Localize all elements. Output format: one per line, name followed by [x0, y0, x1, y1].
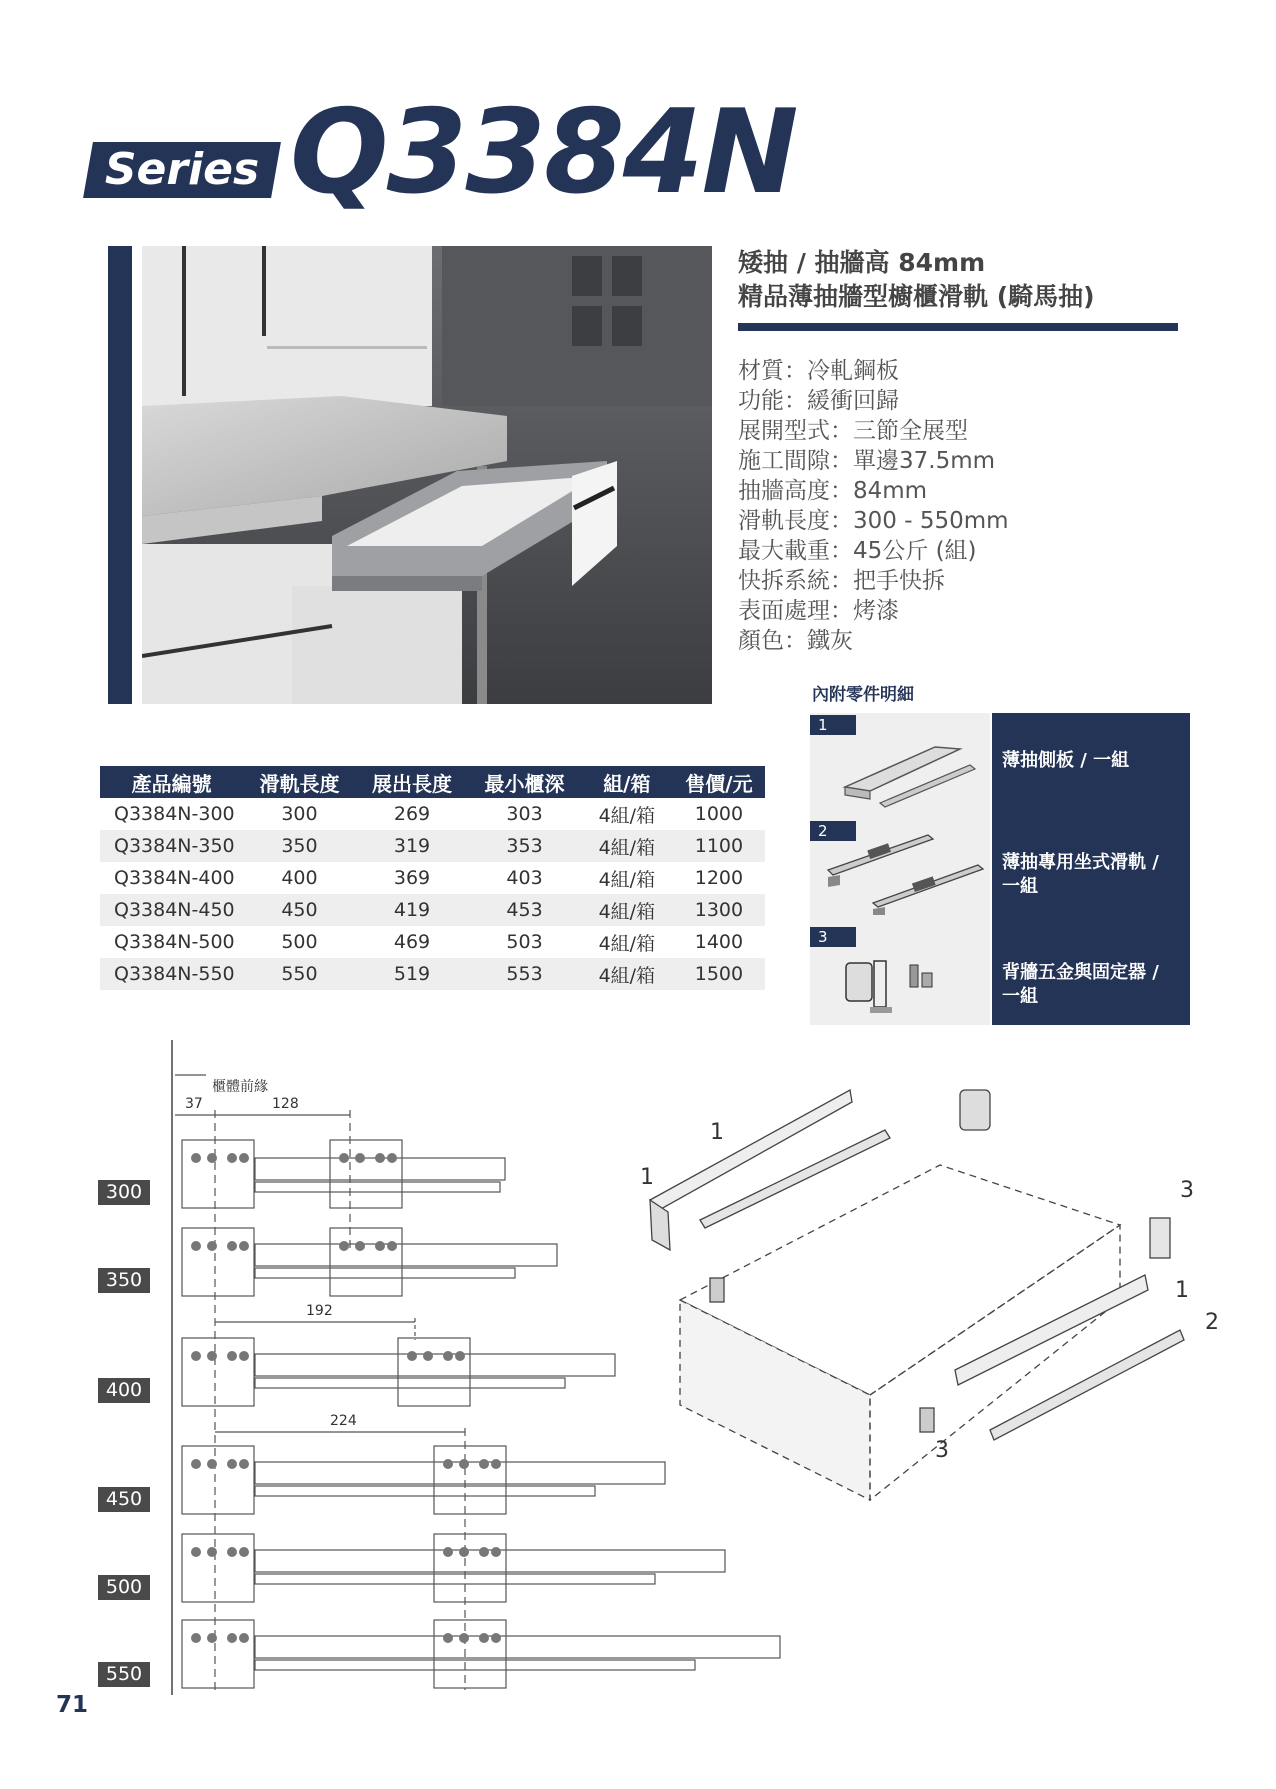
spec-table — [100, 766, 765, 990]
spec-finish: 表面處理：烤漆 — [738, 598, 899, 624]
cell-price: 1200 — [694, 867, 744, 889]
cell-min-depth: 453 — [468, 894, 581, 926]
back-bracket-image — [840, 953, 980, 1023]
cell-per-box: 4組/箱 — [581, 830, 673, 862]
spec-material: 材質：冷軋鋼板 — [738, 358, 899, 384]
part-number-1: 1 — [810, 715, 856, 735]
length-badge-550: 550 — [98, 1662, 150, 1687]
parts-image-column — [810, 713, 990, 1025]
headline-line-1: 矮抽 / 抽牆高 84mm — [738, 248, 986, 277]
callout-1-right: 1 — [1175, 1278, 1189, 1303]
cell-extension: 319 — [356, 830, 469, 862]
series-badge — [83, 142, 281, 198]
page-number: 71 — [56, 1692, 89, 1718]
table-header-row — [100, 766, 765, 798]
part-number-3: 3 — [810, 927, 856, 947]
product-photo — [142, 246, 712, 704]
col-extension: 展出長度 — [356, 766, 469, 798]
series-label: Series — [104, 144, 260, 195]
cell-price: 1100 — [673, 830, 765, 862]
table-row — [100, 862, 765, 894]
length-badge-500: 500 — [98, 1575, 150, 1600]
spec-list — [738, 356, 1009, 656]
cell-price: 1500 — [673, 958, 765, 990]
cell-code: Q3384N-300 — [114, 803, 235, 825]
cell-rail-length: 350 — [243, 830, 356, 862]
cell-extension: 519 — [356, 958, 469, 990]
col-per-box: 組/箱 — [581, 766, 673, 798]
dim-spacing-224: 224 — [330, 1413, 357, 1429]
model-title: Q3384N — [290, 85, 797, 220]
col-min-depth: 最小櫃深 — [468, 766, 581, 798]
cell-min-depth: 303 — [506, 803, 543, 825]
spec-wall-height: 抽牆高度：84mm — [738, 478, 928, 504]
callout-2: 2 — [1205, 1310, 1219, 1335]
cell-rail-length: 500 — [281, 931, 318, 953]
callout-3-back: 3 — [1180, 1178, 1194, 1203]
cell-price: 1300 — [673, 894, 765, 926]
cell-per-box: 4組/箱 — [581, 958, 673, 990]
dim-offset: 37 — [185, 1096, 203, 1112]
cell-min-depth: 503 — [506, 931, 543, 953]
cell-rail-length: 400 — [281, 867, 318, 889]
cell-rail-length: 450 — [243, 894, 356, 926]
technical-drawing — [0, 1020, 1276, 1720]
callout-3-front: 3 — [935, 1438, 949, 1463]
cell-per-box: 4組/箱 — [598, 932, 656, 955]
cell-per-box: 4組/箱 — [598, 804, 656, 827]
front-edge-label: 櫃體前緣 — [212, 1079, 268, 1095]
part-label-2: 薄抽專用坐式滑軌 / 一組 — [1002, 852, 1159, 897]
photo-accent-bar — [108, 246, 132, 704]
col-code: 產品編號 — [100, 766, 243, 798]
slide-rail-image — [818, 825, 988, 915]
spec-extension: 展開型式：三節全展型 — [738, 418, 968, 444]
callout-1-left: 1 — [640, 1165, 654, 1190]
cell-code: Q3384N-350 — [100, 830, 243, 862]
part-label-3: 背牆五金與固定器 / 一組 — [1002, 962, 1159, 1007]
cell-rail-length: 300 — [281, 803, 318, 825]
headline-line-2: 精品薄抽牆型櫥櫃滑軌 (騎馬抽) — [738, 282, 1095, 311]
cell-rail-length: 550 — [243, 958, 356, 990]
spec-rail-length: 滑軌長度：300 - 550mm — [738, 508, 1009, 534]
cell-per-box: 4組/箱 — [598, 868, 656, 891]
spec-clearance: 施工間隙：單邊37.5mm — [738, 448, 996, 474]
table-row — [100, 798, 765, 830]
cell-extension: 419 — [356, 894, 469, 926]
cell-min-depth: 353 — [468, 830, 581, 862]
side-panel-image — [840, 739, 980, 809]
col-rail-length: 滑軌長度 — [243, 766, 356, 798]
dim-spacing-128: 128 — [272, 1096, 299, 1112]
parts-label-column — [992, 713, 1190, 1025]
parts-title: 內附零件明細 — [812, 685, 914, 705]
length-badge-300: 300 — [98, 1180, 150, 1205]
table-row — [100, 830, 765, 862]
callout-1-top: 1 — [710, 1120, 724, 1145]
cell-min-depth: 553 — [468, 958, 581, 990]
cell-extension: 469 — [393, 931, 431, 953]
cell-min-depth: 403 — [506, 867, 543, 889]
headline-rule — [738, 323, 1178, 331]
part-label-1: 薄抽側板 / 一組 — [1002, 750, 1130, 771]
dim-spacing-192: 192 — [306, 1303, 333, 1319]
length-badge-450: 450 — [98, 1487, 150, 1512]
cell-price: 1400 — [694, 931, 744, 953]
spec-color: 顏色：鐵灰 — [738, 628, 853, 654]
spec-function: 功能：緩衝回歸 — [738, 388, 899, 414]
spec-max-load: 最大載重：45公斤 (組) — [738, 538, 977, 564]
table-row — [100, 894, 765, 926]
cell-code: Q3384N-500 — [114, 931, 235, 953]
headline — [738, 246, 1178, 314]
length-badge-400: 400 — [98, 1378, 150, 1403]
table-row — [100, 958, 765, 990]
cell-extension: 369 — [393, 867, 431, 889]
cell-code: Q3384N-550 — [100, 958, 243, 990]
length-badge-350: 350 — [98, 1268, 150, 1293]
cell-per-box: 4組/箱 — [581, 894, 673, 926]
cell-code: Q3384N-450 — [100, 894, 243, 926]
cell-price: 1000 — [694, 803, 744, 825]
cell-extension: 269 — [393, 803, 431, 825]
cell-code: Q3384N-400 — [114, 867, 235, 889]
spec-quick-release: 快拆系統：把手快拆 — [738, 568, 945, 594]
parts-box — [810, 713, 1190, 1025]
part-number-2: 2 — [810, 821, 856, 841]
table-row — [100, 926, 765, 958]
col-price: 售價/元 — [673, 766, 765, 798]
